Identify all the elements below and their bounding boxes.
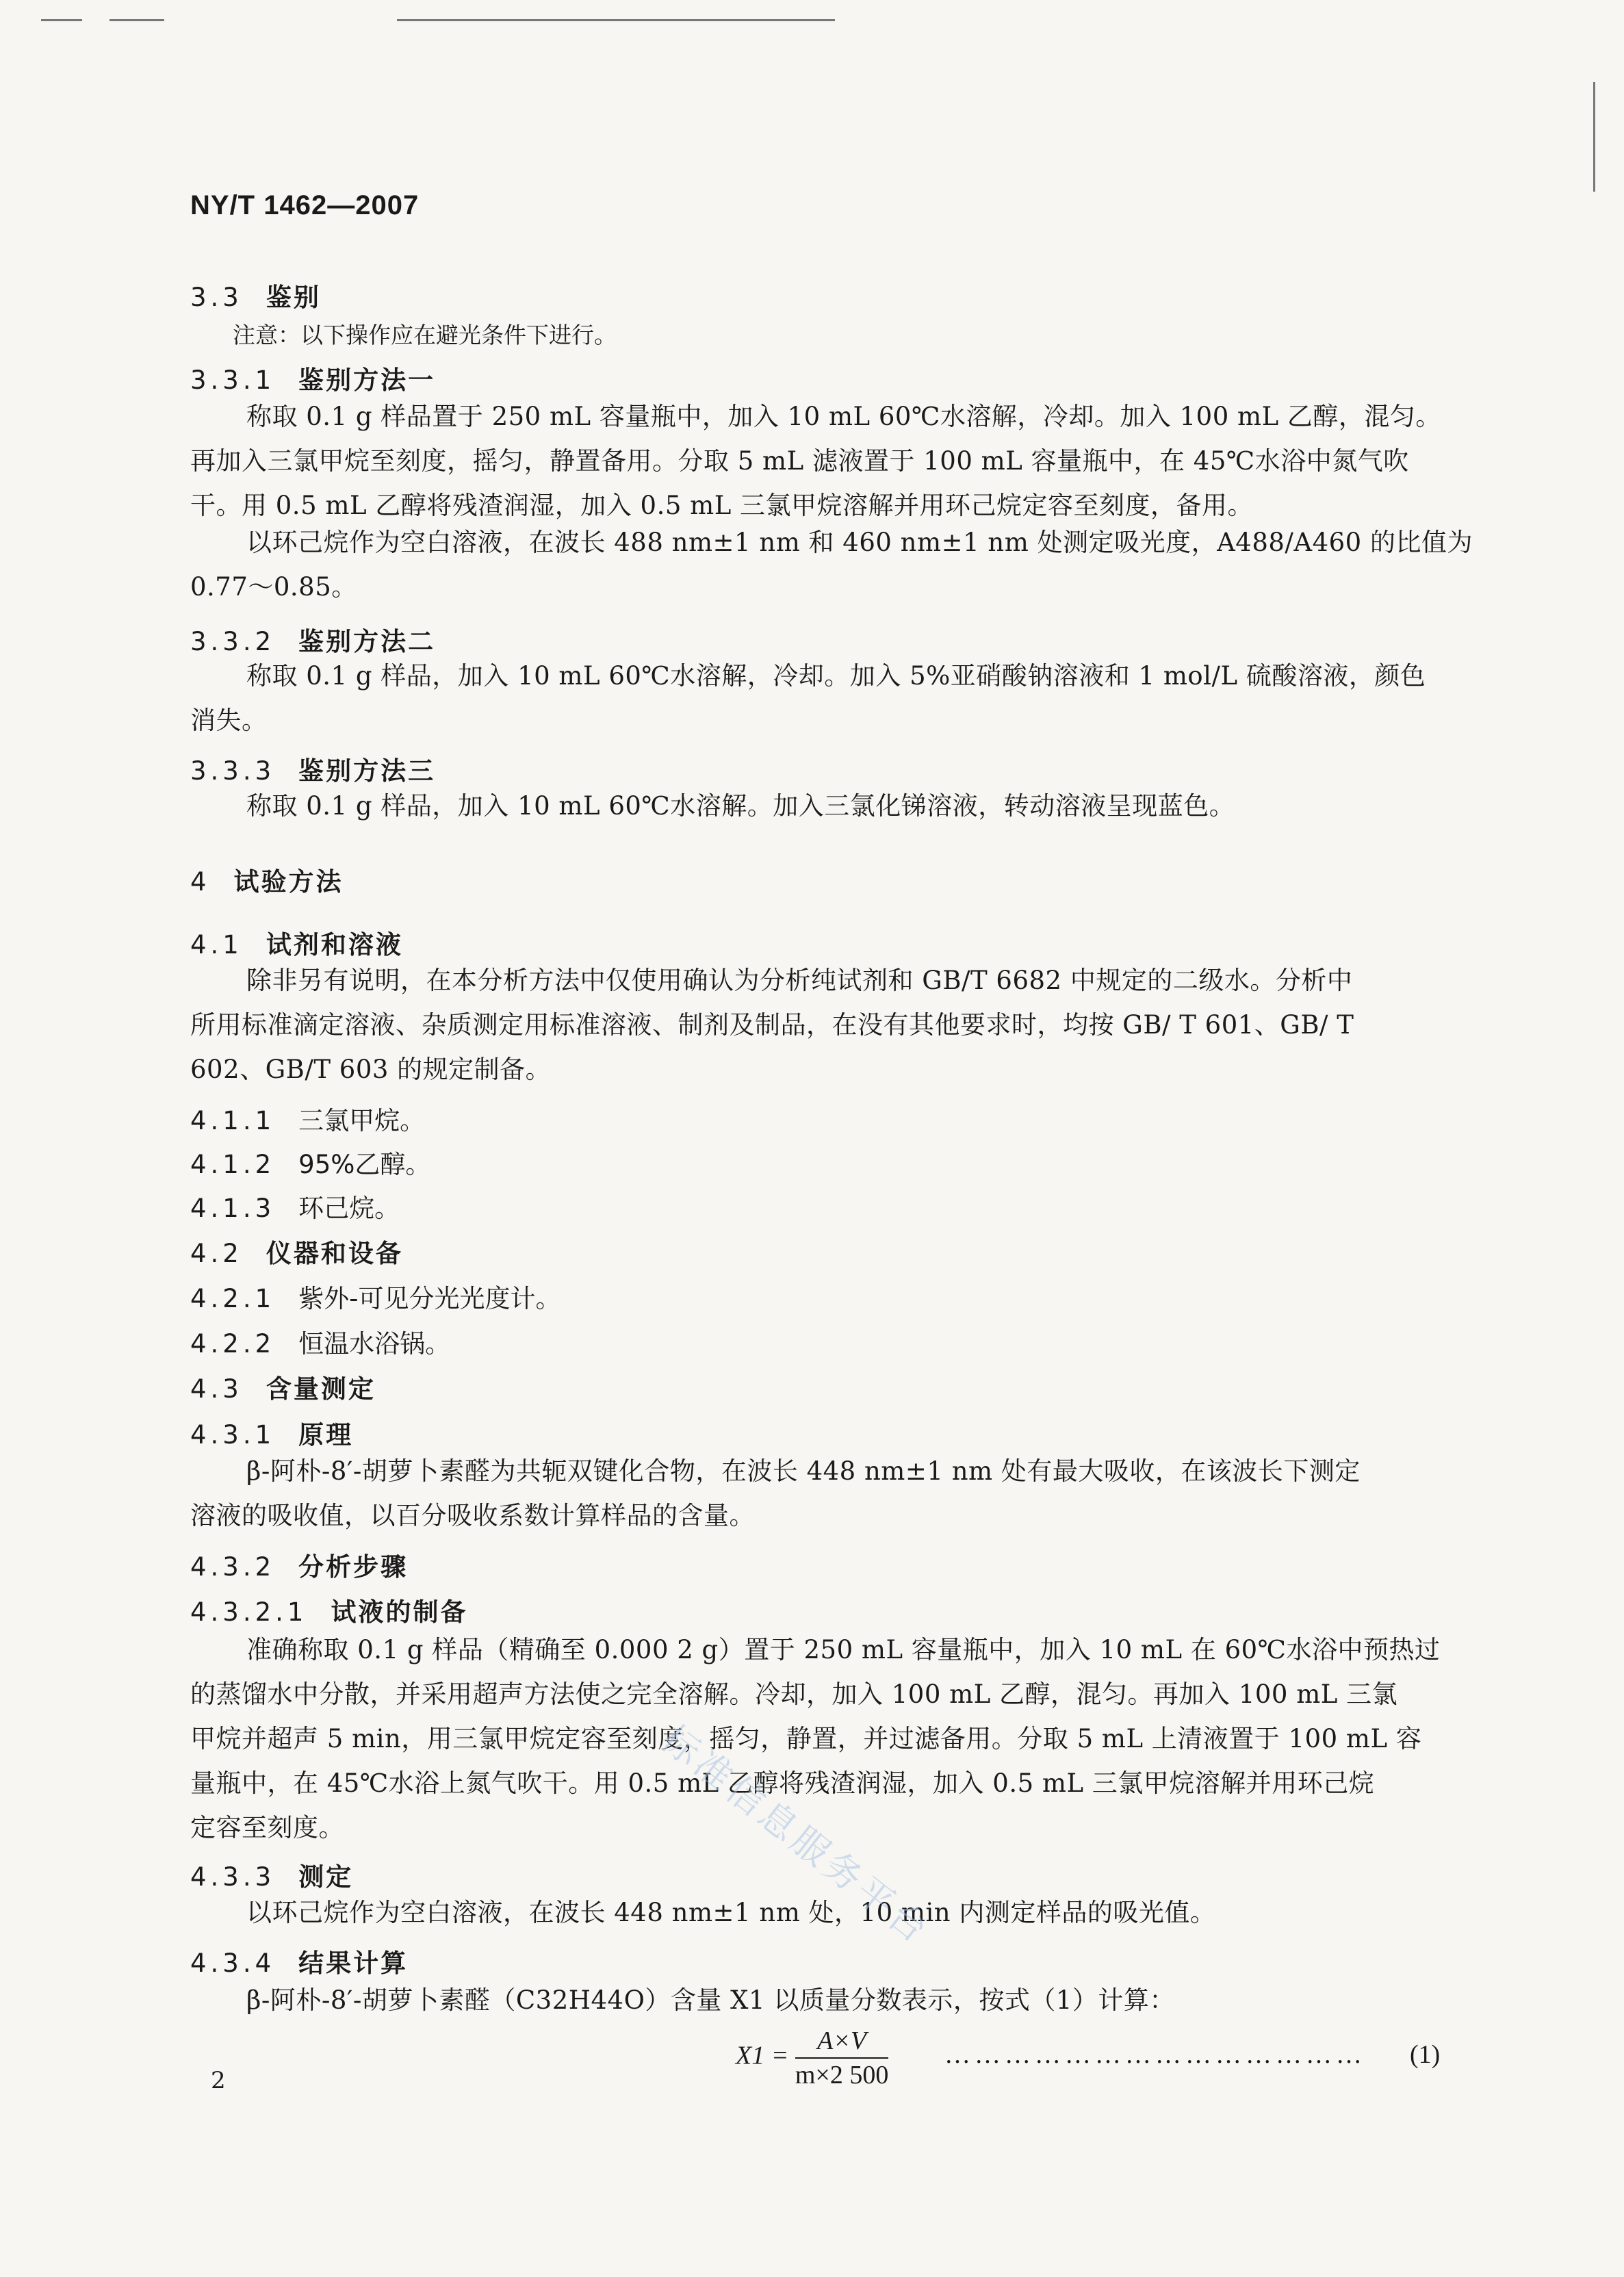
paragraph-line: 的蒸馏水中分散，并采用超声方法使之完全溶解。冷却，加入 100 mL 乙醇，混匀。再加入 100 mL 三氯 <box>190 1680 1398 1709</box>
section-heading-3-3-1: 3.3.1 鉴别方法一 <box>190 365 436 395</box>
paragraph-line: β-阿朴-8′-胡萝卜素醛（C32H44O）含量 X1 以质量分数表示，按式（1）计算： <box>246 1985 1175 2015</box>
item-4-2-2: 4.2.2 恒温水浴锅。 <box>190 1329 451 1359</box>
document-header: NY/T 1462—2007 <box>190 190 420 220</box>
item-4-2-1: 4.2.1 紫外-可见分光光度计。 <box>190 1284 561 1313</box>
paragraph-line: 以环己烷作为空白溶液，在波长 488 nm±1 nm 和 460 nm±1 nm 处测定吸光度，A488/A460 的比值为 <box>246 528 1473 557</box>
section-heading-4-3-1: 4.3.1 原理 <box>190 1420 354 1450</box>
section-heading-4-3-4: 4.3.4 结果计算 <box>190 1948 409 1978</box>
page-number: 2 <box>211 2067 226 2094</box>
paragraph-line: 定容至刻度。 <box>190 1813 344 1842</box>
formula-fraction <box>795 2026 889 2090</box>
paragraph-line: 0.77～0.85。 <box>190 572 357 602</box>
item-4-1-3: 4.1.3 环己烷。 <box>190 1194 400 1223</box>
paragraph-line: 溶液的吸收值，以百分吸收系数计算样品的含量。 <box>190 1501 755 1530</box>
paragraph-line: 所用标准滴定溶液、杂质测定用标准溶液、制剂及制品，在没有其他要求时，均按 GB/ T 601、GB/ T <box>190 1010 1354 1040</box>
section-heading-4: 4 试验方法 <box>190 867 344 897</box>
paragraph-line: 称取 0.1 g 样品置于 250 mL 容量瓶中，加入 10 mL 60℃水溶解，冷却。加入 100 mL 乙醇，混匀。 <box>246 402 1441 431</box>
scan-mark <box>41 19 82 21</box>
note: 注意：以下操作应在避光条件下进行。 <box>233 322 617 348</box>
item-4-1-2: 4.1.2 95%乙醇。 <box>190 1150 431 1179</box>
paragraph-line: 消失。 <box>190 706 268 735</box>
paragraph-line: 量瓶中，在 45℃水浴上氮气吹干。用 0.5 mL 乙醇将残渣润湿，加入 0.5 mL 三氯甲烷溶解并用环己烷 <box>190 1768 1375 1798</box>
formula-lhs: X1 = <box>736 2041 789 2070</box>
formula-leader-dots: …………………………………… <box>944 2040 1366 2069</box>
watermark: 标准信息服务平台 <box>653 1716 939 1953</box>
paragraph-line: 干。用 0.5 mL 乙醇将残渣润湿，加入 0.5 mL 三氯甲烷溶解并用环己烷定容至刻度，备用。 <box>190 491 1254 520</box>
paragraph-line: 称取 0.1 g 样品，加入 10 mL 60℃水溶解，冷却。加入 5%亚硝酸钠溶液和 1 mol/L 硫酸溶液，颜色 <box>246 661 1426 691</box>
formula-number: (1) <box>1410 2040 1441 2069</box>
paragraph-line: 再加入三氯甲烷至刻度，摇匀，静置备用。分取 5 mL 滤液置于 100 mL 容量瓶中，在 45℃水浴中氮气吹 <box>190 446 1409 476</box>
formula-denominator: m×2 500 <box>795 2061 889 2089</box>
section-heading-3-3: 3.3 鉴别 <box>190 283 321 312</box>
paragraph-line: 除非另有说明，在本分析方法中仅使用确认为分析纯试剂和 GB/T 6682 中规定的二级水。分析中 <box>246 966 1353 995</box>
scan-mark <box>109 19 164 21</box>
section-heading-4-1: 4.1 试剂和溶液 <box>190 930 403 960</box>
section-heading-3-3-2: 3.3.2 鉴别方法二 <box>190 627 436 656</box>
formula <box>736 2026 888 2090</box>
paragraph-line: 甲烷并超声 5 min，用三氯甲烷定容至刻度，摇匀，静置，并过滤备用。分取 5 mL 上清液置于 100 mL 容 <box>190 1724 1422 1753</box>
paragraph-line: 602、GB/T 603 的规定制备。 <box>190 1055 552 1084</box>
paragraph-line: 以环己烷作为空白溶液，在波长 448 nm±1 nm 处，10 min 内测定样品的吸光值。 <box>246 1898 1216 1927</box>
section-heading-4-3-2: 4.3.2 分析步骤 <box>190 1552 409 1582</box>
section-heading-4-2: 4.2 仪器和设备 <box>190 1239 403 1268</box>
section-heading-4-3-2-1: 4.3.2.1 试液的制备 <box>190 1597 468 1627</box>
scan-mark <box>1593 82 1595 192</box>
paragraph-line: β-阿朴-8′-胡萝卜素醛为共轭双键化合物，在波长 448 nm±1 nm 处有最大吸收，在该波长下测定 <box>246 1456 1361 1486</box>
item-4-1-1: 4.1.1 三氯甲烷。 <box>190 1106 426 1135</box>
section-heading-4-3-3: 4.3.3 测定 <box>190 1862 354 1892</box>
paragraph-line: 准确称取 0.1 g 样品（精确至 0.000 2 g）置于 250 mL 容量瓶中，加入 10 mL 在 60℃水浴中预热过 <box>246 1635 1441 1664</box>
paragraph-line: 称取 0.1 g 样品，加入 10 mL 60℃水溶解。加入三氯化锑溶液，转动溶液呈现蓝色。 <box>246 791 1235 821</box>
scan-mark <box>397 19 835 21</box>
section-heading-4-3: 4.3 含量测定 <box>190 1374 376 1404</box>
formula-numerator: A×V <box>795 2026 889 2059</box>
section-heading-3-3-3: 3.3.3 鉴别方法三 <box>190 756 436 786</box>
